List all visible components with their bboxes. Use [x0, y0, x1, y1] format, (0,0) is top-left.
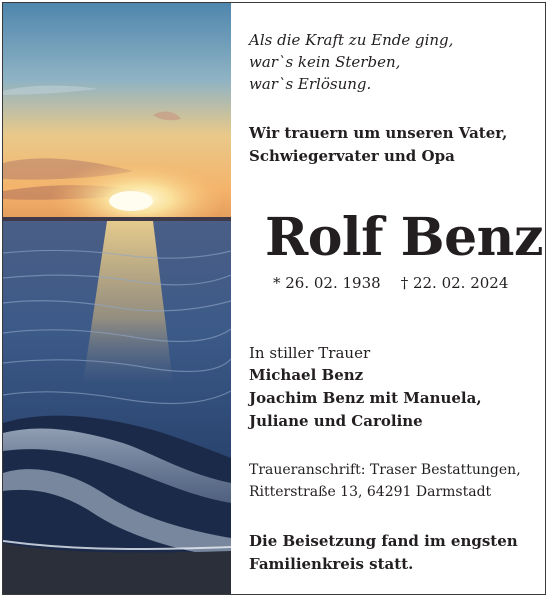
life-dates [273, 273, 508, 293]
mourner-name-2: Joachim Benz mit Manuela, [249, 389, 482, 407]
notice-text [249, 3, 541, 594]
poem-line-3: war`s Erlösung. [249, 75, 372, 93]
birth-date: * 26. 02. 1938 [273, 274, 381, 292]
address-line-1: Traueranschrift: Traser Bestattungen, [249, 462, 521, 478]
death-date: † 22. 02. 2024 [400, 274, 509, 292]
poem-line-2: war`s kein Sterben, [249, 53, 401, 71]
sunset-sea-image [3, 3, 231, 594]
intro-line-1: Wir trauern um unseren Vater, [249, 124, 508, 142]
deceased-name: Rolf Benz [265, 207, 543, 268]
obituary-notice [2, 2, 546, 595]
intro-line-2: Schwiegervater und Opa [249, 147, 455, 165]
funeral-line-1: Die Beisetzung fand im engsten [249, 532, 518, 550]
poem-line-1: Als die Kraft zu Ende ging, [249, 31, 454, 49]
mourner-name-1: Michael Benz [249, 366, 364, 384]
mourners-heading: In stiller Trauer [249, 344, 371, 362]
address-line-2: Ritterstraße 13, 64291 Darmstadt [249, 484, 492, 500]
mourner-name-3: Juliane und Caroline [249, 412, 423, 430]
sunset-sea-photo [3, 3, 231, 594]
funeral-line-2: Familienkreis statt. [249, 555, 414, 573]
